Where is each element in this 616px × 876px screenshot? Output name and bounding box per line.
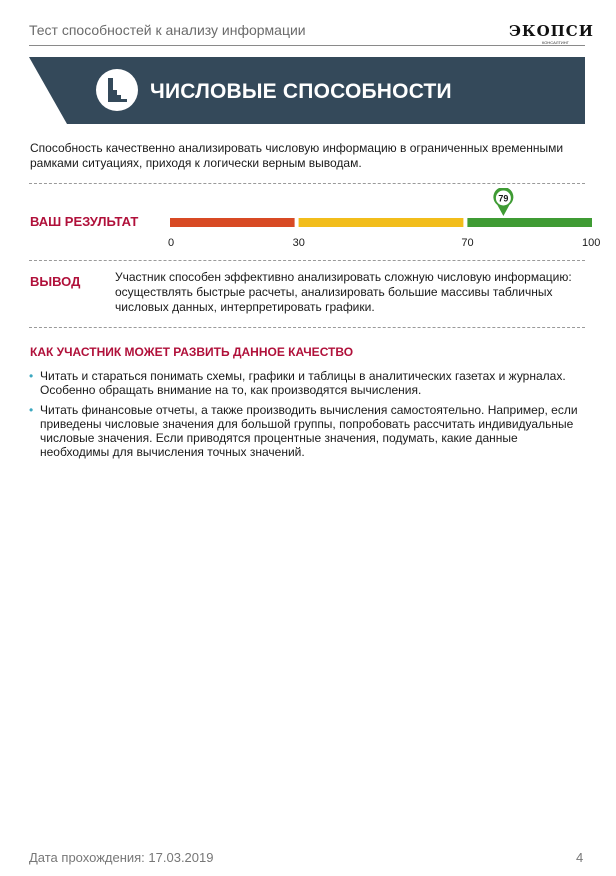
scale-segment xyxy=(170,218,295,227)
bullet-icon: • xyxy=(29,369,34,383)
report-title: Тест способностей к анализу информации xyxy=(29,22,306,38)
page-number: 4 xyxy=(576,850,584,865)
scale-tick-100: 100 xyxy=(582,237,601,249)
scale-tick-30: 30 xyxy=(292,237,305,249)
list-item xyxy=(28,369,588,397)
result-label: ВАШ РЕЗУЛЬТАТ xyxy=(30,214,139,229)
list-item xyxy=(28,403,588,459)
bar-chart-icon xyxy=(96,69,138,111)
divider xyxy=(29,327,585,328)
development-list xyxy=(28,369,588,465)
company-logo xyxy=(509,18,594,46)
logo-text: ЭКОПСИ xyxy=(509,22,594,40)
score-scale xyxy=(170,188,592,254)
conclusion-label: ВЫВОД xyxy=(30,274,81,289)
list-item-text: Читать и стараться понимать схемы, графики и таблицы в аналитических газетах и журналах. Особенно обращать внимание на то, как производятся вычисления. xyxy=(40,369,566,397)
scale-segment xyxy=(299,218,464,227)
development-title: КАК УЧАСТНИК МОЖЕТ РАЗВИТЬ ДАННОЕ КАЧЕСТВО xyxy=(30,345,354,359)
scale-tick-70: 70 xyxy=(461,237,474,249)
logo-subtitle: КОНСАЛТИНГ xyxy=(542,40,569,45)
list-item-text: Читать финансовые отчеты, а также производить вычисления самостоятельно. Например, если приведены числовые значения для большой группы, попробовать рассчитать индивидуальные числовые значения. Если приводятся процентные значения, подумать, какие данные необходимы для вычисления точных значений. xyxy=(40,403,578,459)
bullet-icon: • xyxy=(29,403,34,417)
section-title: ЧИСЛОВЫЕ СПОСОБНОСТИ xyxy=(150,80,452,103)
completion-date: Дата прохождения: 17.03.2019 xyxy=(29,850,214,865)
section-description: Способность качественно анализировать числовую информацию в ограниченных временными рамками ситуациях, приходя к логически верным выводам. xyxy=(30,141,564,170)
conclusion-text: Участник способен эффективно анализировать сложную числовую информацию: осуществлять быстрые расчеты, анализировать большие массивы табличных числовых данных, интерпретировать графики. xyxy=(115,270,572,314)
divider xyxy=(29,260,585,261)
divider xyxy=(29,183,585,184)
header-divider xyxy=(29,45,585,46)
score-marker xyxy=(493,188,513,216)
scale-segment xyxy=(467,218,592,227)
scale-tick-0: 0 xyxy=(168,237,175,249)
score-value: 79 xyxy=(498,193,509,204)
